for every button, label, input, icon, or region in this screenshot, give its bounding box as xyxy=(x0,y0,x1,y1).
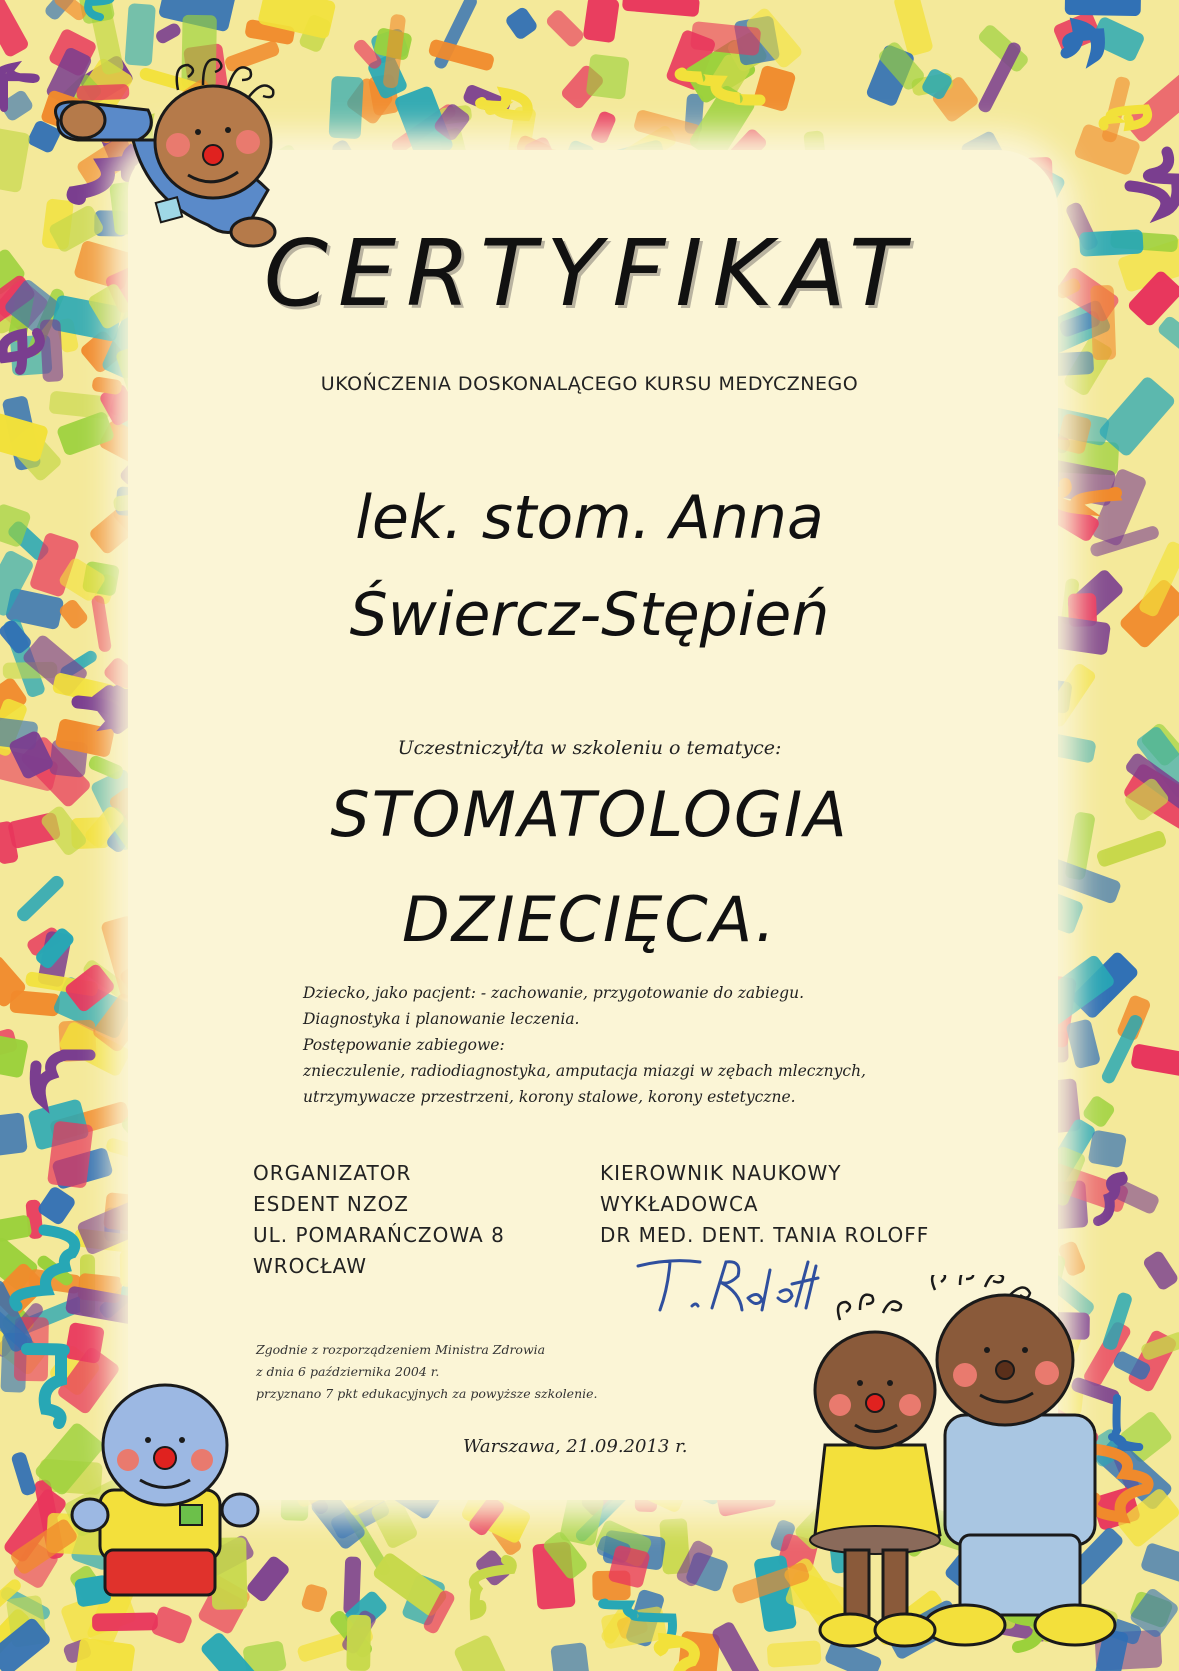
course-detail-line: Postępowanie zabiegowe: xyxy=(303,1036,505,1054)
certificate-subtitle: UKOŃCZENIA DOSKONALĄCEGO KURSU MEDYCZNEGO xyxy=(320,373,859,395)
paint-stroke xyxy=(586,54,630,100)
organizer-heading: ORGANIZATOR xyxy=(253,1161,412,1185)
paint-stroke xyxy=(92,1612,158,1631)
legal-line: z dnia 6 października 2004 r. xyxy=(256,1364,440,1379)
place-and-date: Warszawa, 21.09.2013 r. xyxy=(463,1436,688,1457)
director-block xyxy=(600,1158,929,1251)
paint-stroke xyxy=(47,1121,94,1189)
paint-stroke xyxy=(1088,1129,1127,1168)
paint-stroke xyxy=(583,0,620,43)
course-topic-line2: DZIECIĘCA. xyxy=(402,883,777,956)
paint-stroke xyxy=(346,1615,371,1671)
legal-line: przyznano 7 pkt edukacyjnych za powyższe szkolenie. xyxy=(256,1386,598,1401)
certificate-title: CERTYFIKAT xyxy=(263,220,916,327)
kids-pair-illustration xyxy=(785,1275,1155,1660)
recipient-name-line1: lek. stom. Anna xyxy=(355,483,824,553)
paint-stroke xyxy=(1065,0,1141,16)
director-name: DR MED. DENT. TANIA ROLOFF xyxy=(600,1223,930,1247)
course-detail-line: utrzymywacze przestrzeni, korony stalowe, korony estetyczne. xyxy=(303,1088,796,1106)
director-role: WYKŁADOWCA xyxy=(600,1192,759,1216)
boy-bottom-left-illustration xyxy=(60,1380,270,1610)
paint-stroke xyxy=(64,1322,105,1364)
organizer-name: ESDENT NZOZ xyxy=(253,1192,410,1216)
course-detail-line: znieczulenie, radiodiagnostyka, amputacja miazgi w zębach mlecznych, xyxy=(303,1062,866,1080)
organizer-city: WROCŁAW xyxy=(253,1254,367,1278)
director-heading: KIEROWNIK NAUKOWY xyxy=(600,1161,842,1185)
recipient-name-line2: Świercz-Stępień xyxy=(349,580,830,650)
legal-notice xyxy=(256,1339,598,1405)
paint-stroke xyxy=(0,1112,28,1156)
paint-stroke xyxy=(329,76,364,139)
organizer-block xyxy=(253,1158,505,1282)
course-detail-line: Dziecko, jako pacjent: - zachowanie, przygotowanie do zabiegu. xyxy=(303,984,804,1002)
organizer-street: UL. POMARAŃCZOWA 8 xyxy=(253,1223,505,1247)
signature xyxy=(630,1248,820,1328)
course-topic-line1: STOMATOLOGIA xyxy=(330,778,849,851)
paint-stroke xyxy=(550,1642,591,1671)
course-detail-line: Diagnostyka i planowanie leczenia. xyxy=(303,1010,580,1028)
flying-boy-illustration xyxy=(38,40,328,250)
course-details xyxy=(303,980,866,1110)
participated-text: Uczestniczył/ta w szkoleniu o tematyce: xyxy=(397,737,782,759)
legal-line: Zgodnie z rozporządzeniem Ministra Zdrowia xyxy=(256,1342,546,1357)
